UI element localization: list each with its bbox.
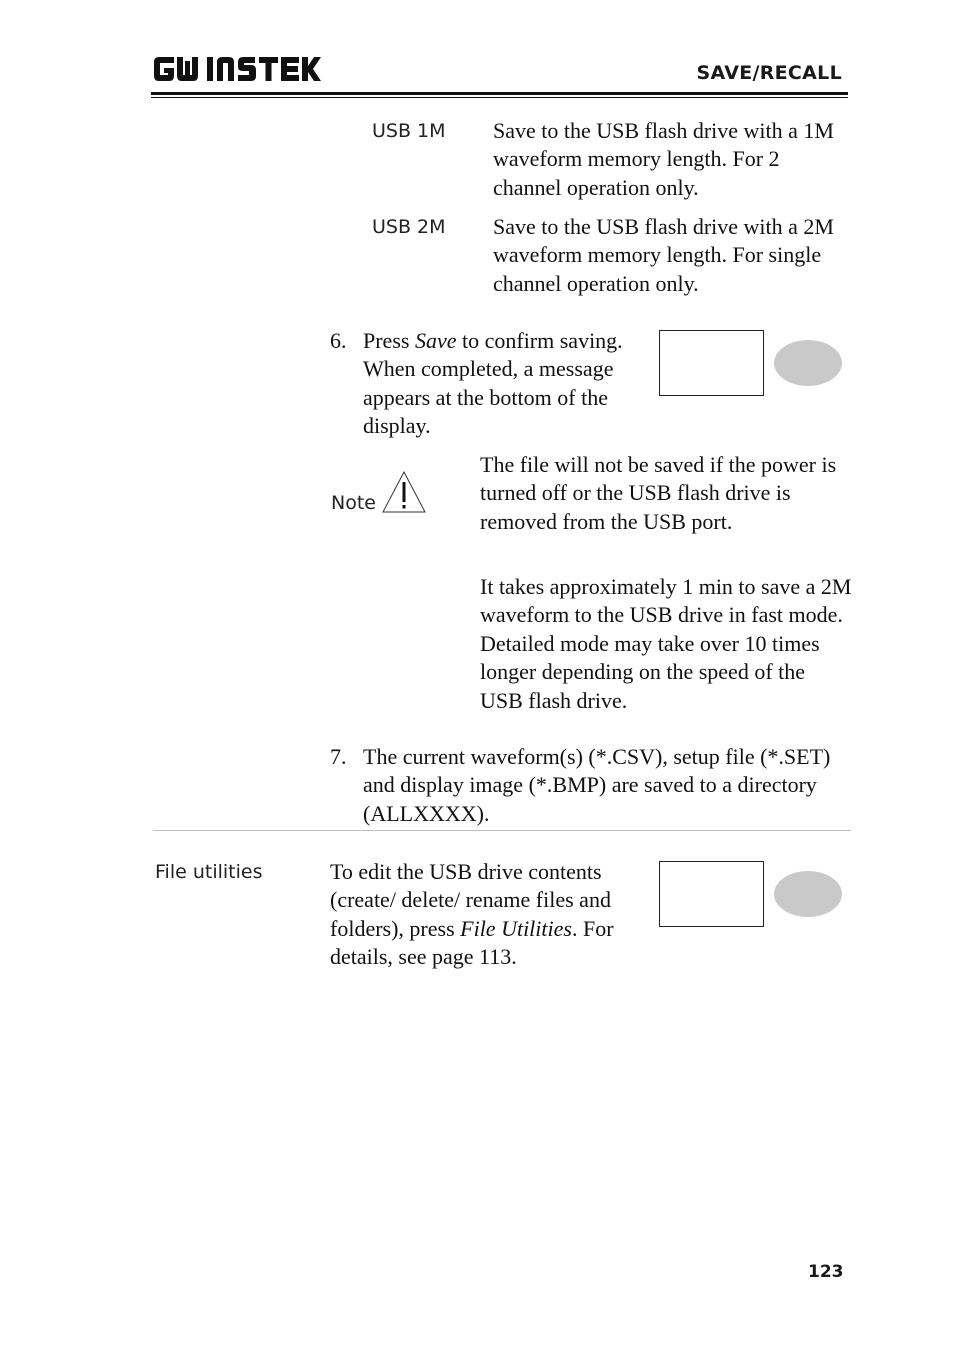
note-paragraph-2: It takes approximately 1 min to save a 2M waveform to the USB drive in fast mode. Detailed mode may take over 10 times longer depending on the speed of the USB flash drive.: [480, 574, 852, 713]
usb-2m-description: Save to the USB flash drive with a 2M waveform memory length. For single channel operation only.: [493, 214, 834, 296]
step-6-number: 6.: [330, 328, 347, 353]
file-utilities-button[interactable]: [774, 871, 842, 917]
file-utilities-softkey[interactable]: [659, 861, 764, 927]
section-divider: [153, 830, 851, 831]
gw-instek-logo-mark: [153, 55, 323, 83]
page-number: 123: [808, 1262, 844, 1282]
header-rule: [151, 92, 848, 95]
usb-1m-description: Save to the USB flash drive with a 1M waveform memory length. For 2 channel operation only.: [493, 118, 834, 200]
warning-icon: [381, 470, 427, 519]
step-6-text: [363, 327, 653, 441]
file-utilities-label: File utilities: [155, 861, 263, 883]
header-rule-thin: [151, 97, 848, 98]
section-title: SAVE/RECALL: [696, 62, 842, 84]
gw-instek-logo: [153, 55, 323, 88]
brand-name: [323, 55, 324, 56]
note-label: Note: [331, 492, 376, 514]
save-softkey[interactable]: [659, 330, 764, 396]
usb-2m-label: USB 2M: [372, 216, 446, 238]
note-paragraph-1: The file will not be saved if the power is turned off or the USB flash drive is removed from the USB port.: [480, 452, 837, 534]
save-term: Save: [414, 328, 457, 353]
step-7-number: 7.: [330, 744, 347, 769]
step-6-text-after: to confirm saving. When completed, a message appears at the bottom of the display.: [363, 328, 623, 439]
file-utilities-text: [330, 858, 650, 972]
file-utilities-term: File Utilities: [460, 915, 572, 941]
usb-1m-label: USB 1M: [372, 120, 446, 142]
save-button[interactable]: [774, 340, 842, 386]
step-6-text-before: Press: [363, 328, 415, 353]
file-utilities-text-after: . For details, see page 113.: [330, 915, 614, 970]
step-7-text: The current waveform(s) (*.CSV), setup file (*.SET) and display image (*.BMP) are saved to a directory (ALLXXXX).: [363, 744, 831, 826]
file-utilities-text-before: To edit the USB drive contents (create/ delete/ rename files and folders), press: [330, 859, 611, 941]
